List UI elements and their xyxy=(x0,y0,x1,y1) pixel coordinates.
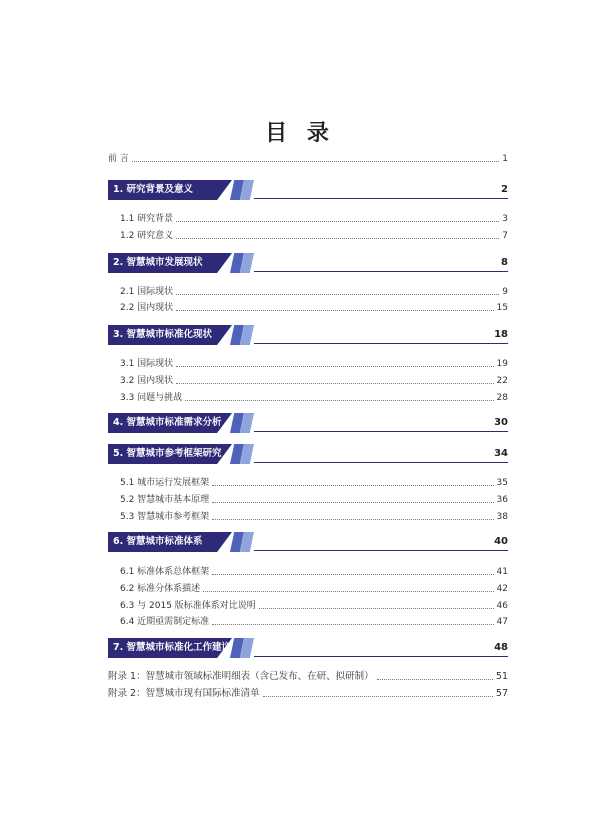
chapter-underline xyxy=(254,462,508,463)
entry-page: 51 xyxy=(495,671,508,682)
entry-page: 42 xyxy=(496,584,508,594)
chapter-underline xyxy=(254,198,508,199)
chapter-page: 18 xyxy=(494,329,508,340)
toc-chapter-2[interactable] xyxy=(108,253,508,273)
dot-leader xyxy=(212,624,493,625)
chapter-page: 48 xyxy=(494,642,508,653)
toc-section-3-2[interactable] xyxy=(120,372,508,386)
dot-leader xyxy=(176,294,499,295)
toc-chapter-5[interactable] xyxy=(108,444,508,464)
chapter-page: 30 xyxy=(494,417,508,428)
entry-label: 6.2 标准分体系描述 xyxy=(120,584,201,594)
entry-page: 38 xyxy=(496,512,508,522)
toc-section-2-2[interactable] xyxy=(120,299,508,313)
toc-section-3-1[interactable] xyxy=(120,355,508,369)
entry-page: 15 xyxy=(496,303,508,313)
entry-page: 3 xyxy=(502,214,508,224)
entry-page: 57 xyxy=(495,688,508,699)
toc-section-1-2[interactable] xyxy=(120,227,508,241)
dot-leader xyxy=(212,485,493,486)
entry-label: 3.2 国内现状 xyxy=(120,376,174,386)
entry-label: 3.3 问题与挑战 xyxy=(120,393,183,403)
chapter-underline xyxy=(254,343,508,344)
dot-leader xyxy=(185,400,493,401)
entry-page: 41 xyxy=(496,567,508,577)
chapter-page: 40 xyxy=(494,536,508,547)
dot-leader xyxy=(176,221,499,222)
dot-leader xyxy=(212,574,493,575)
toc-section-5-3[interactable] xyxy=(120,508,508,522)
dot-leader xyxy=(259,608,494,609)
entry-label: 1.2 研究意义 xyxy=(120,231,174,241)
entry-label: 5.3 智慧城市参考框架 xyxy=(120,512,210,522)
toc-chapter-4[interactable] xyxy=(108,413,508,433)
chapter-underline xyxy=(254,656,508,657)
entry-page: 36 xyxy=(496,495,508,505)
toc-appendix-1[interactable] xyxy=(108,668,508,682)
entry-page: 47 xyxy=(496,617,508,627)
chapter-label: 1. 研究背景及意义 xyxy=(113,184,194,195)
toc-entry-preface[interactable] xyxy=(108,150,508,164)
dot-leader xyxy=(176,383,493,384)
toc-section-6-4[interactable] xyxy=(120,613,508,627)
entry-label: 2.1 国际现状 xyxy=(120,287,174,297)
entry-page: 22 xyxy=(496,376,508,386)
entry-label: 5.1 城市运行发展框架 xyxy=(120,478,210,488)
page-title: 目 录 xyxy=(265,121,335,146)
toc-chapter-7[interactable] xyxy=(108,638,508,658)
chapter-label: 3. 智慧城市标准化现状 xyxy=(113,329,213,340)
chapter-label: 2. 智慧城市发展现状 xyxy=(113,257,203,268)
toc-section-6-2[interactable] xyxy=(120,580,508,594)
entry-label: 5.2 智慧城市基本原理 xyxy=(120,495,210,505)
chapter-page: 34 xyxy=(494,448,508,459)
toc-appendix-2[interactable] xyxy=(108,685,508,699)
dot-leader xyxy=(212,502,493,503)
toc-section-6-3[interactable] xyxy=(120,597,508,611)
toc-section-3-3[interactable] xyxy=(120,389,508,403)
entry-label: 2.2 国内现状 xyxy=(120,303,174,313)
dot-leader xyxy=(263,696,493,697)
dot-leader xyxy=(176,238,499,239)
entry-label: 1.1 研究背景 xyxy=(120,214,174,224)
toc-chapter-6[interactable] xyxy=(108,532,508,552)
entry-label: 附录 1：智慧城市领域标准明细表（含已发布、在研、拟研制） xyxy=(108,671,374,682)
dot-leader xyxy=(176,310,493,311)
chapter-underline xyxy=(254,550,508,551)
dot-leader xyxy=(176,366,493,367)
entry-page: 28 xyxy=(496,393,508,403)
dot-leader xyxy=(212,519,493,520)
entry-label: 6.1 标准体系总体框架 xyxy=(120,567,210,577)
entry-label: 6.3 与 2015 版标准体系对比说明 xyxy=(120,601,256,611)
chapter-underline xyxy=(254,271,508,272)
dot-leader xyxy=(377,679,493,680)
chapter-underline xyxy=(254,431,508,432)
entry-page: 19 xyxy=(496,359,508,369)
toc-section-6-1[interactable] xyxy=(120,563,508,577)
toc-section-1-1[interactable] xyxy=(120,210,508,224)
toc-section-2-1[interactable] xyxy=(120,283,508,297)
entry-label: 3.1 国际现状 xyxy=(120,359,174,369)
entry-page: 1 xyxy=(502,154,508,164)
chapter-page: 2 xyxy=(501,184,508,195)
entry-label: 6.4 近期亟需制定标准 xyxy=(120,617,210,627)
entry-label: 前 言 xyxy=(108,154,129,164)
toc-section-5-1[interactable] xyxy=(120,474,508,488)
dot-leader xyxy=(132,161,499,162)
entry-page: 46 xyxy=(496,601,508,611)
chapter-label: 7. 智慧城市标准化工作建议 xyxy=(113,642,232,653)
toc-section-5-2[interactable] xyxy=(120,491,508,505)
entry-label: 附录 2：智慧城市现有国际标准清单 xyxy=(108,688,260,699)
entry-page: 9 xyxy=(502,287,508,297)
entry-page: 35 xyxy=(496,478,508,488)
toc-chapter-3[interactable] xyxy=(108,325,508,345)
entry-page: 7 xyxy=(502,231,508,241)
chapter-label: 6. 智慧城市标准体系 xyxy=(113,536,203,547)
chapter-page: 8 xyxy=(501,257,508,268)
chapter-label: 4. 智慧城市标准需求分析 xyxy=(113,417,222,428)
dot-leader xyxy=(203,591,493,592)
chapter-label: 5. 智慧城市参考框架研究 xyxy=(113,448,222,459)
toc-chapter-1[interactable] xyxy=(108,180,508,200)
